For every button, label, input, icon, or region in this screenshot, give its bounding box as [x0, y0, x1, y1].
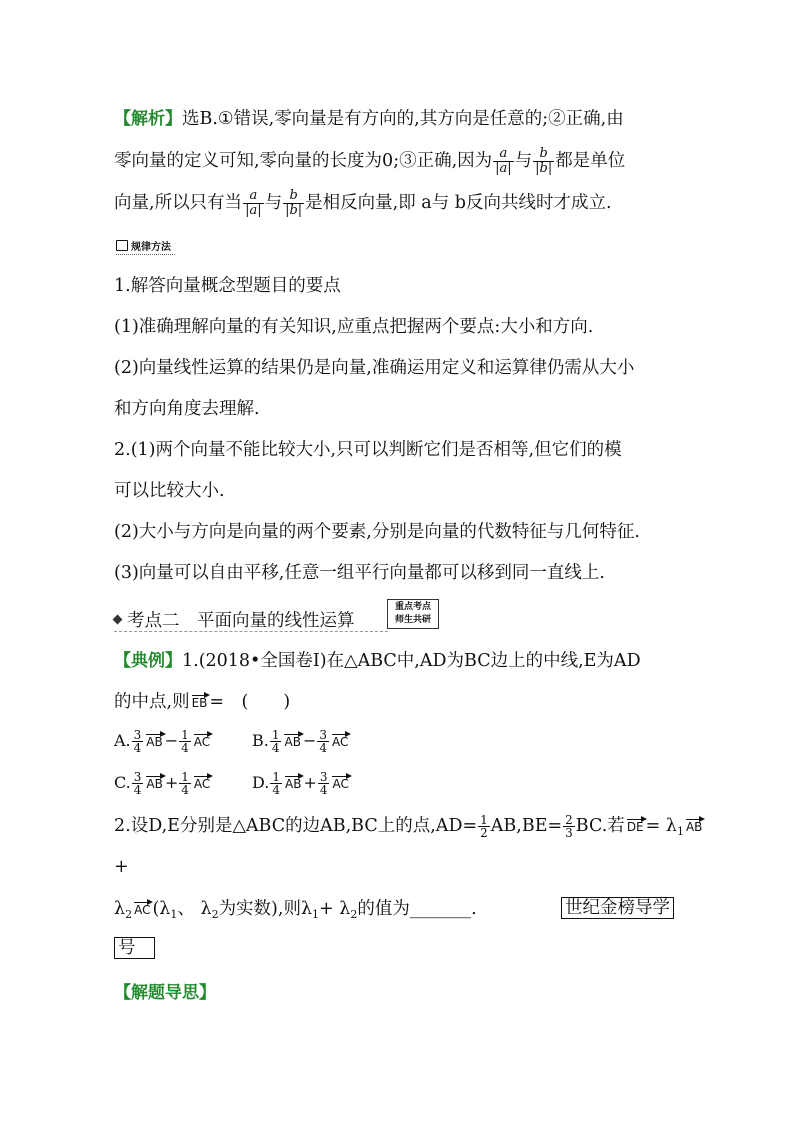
method-p4b: 可以比较大小. [114, 481, 225, 501]
subscript-2: 2 [211, 908, 219, 921]
frac-num: a [499, 146, 508, 161]
frac-num: 3 [319, 728, 327, 742]
option-a-label: A. [114, 731, 131, 750]
q2-text-d: = λ [645, 816, 677, 836]
example-q1-tail: = ( ) [209, 692, 291, 712]
frac-num: 3 [133, 728, 142, 742]
example-q2-line-1 [114, 814, 704, 843]
analysis-text-3c: 是相反向量,即 a与 b反向共线时才成立. [305, 193, 612, 213]
plus-sign: + [164, 773, 179, 792]
frac-den: 3 [565, 826, 573, 840]
frac-1-4 [270, 771, 282, 796]
frac-den: 4 [181, 783, 189, 797]
fraction-b-over-abs-b [533, 147, 554, 176]
frac-num: b [289, 188, 298, 203]
analysis-text-1: 选B.①错误,零向量是有方向的,其方向是任意的;②正确,由 [182, 109, 624, 129]
frac-den: |a| [495, 161, 512, 176]
vector-ac: AC [332, 777, 349, 791]
frac-den: 4 [181, 741, 189, 755]
vector-ac: AC [134, 903, 151, 917]
option-a[interactable] [114, 729, 212, 754]
vector-ac: AC [193, 735, 211, 749]
method-p3a: (2)向量线性运算的结果仍是向量,准确运用定义和运算律仍需从大小 [114, 358, 635, 378]
boxed-text-1: 世纪金榜导学 [561, 897, 674, 919]
analysis-tag: 【解析】 [114, 109, 182, 129]
q2-text-b: AB,BE= [490, 816, 563, 836]
frac-den: 4 [319, 741, 327, 755]
analysis-line-3 [114, 189, 612, 218]
analysis-line-1 [114, 108, 624, 130]
example-q1-text-b: 的中点,则 [114, 692, 190, 712]
subscript-1: 1 [170, 908, 178, 921]
subscript-2: 2 [125, 908, 133, 921]
q2-text-i: 的值为_______. [357, 899, 477, 919]
boxed-label-1 [561, 897, 674, 919]
frac-den: |b| [535, 161, 553, 176]
frac-num: 3 [133, 770, 142, 784]
q2-text-g: 为实数),则λ [218, 899, 313, 919]
frac-den: 4 [271, 741, 280, 755]
analysis-text-2b: 与 [514, 151, 533, 171]
solution-guide-heading [114, 982, 216, 1004]
solution-guide-tag: 【解题导思】 [114, 983, 216, 1003]
kaodian-underline [114, 631, 388, 632]
option-c[interactable] [114, 771, 212, 796]
q2-text-h: + λ [319, 899, 351, 919]
frac-3-4 [132, 729, 144, 754]
frac-num: 1 [181, 728, 189, 742]
vector-ab: AB [284, 735, 301, 749]
analysis-line-2 [114, 147, 625, 176]
vector-eb: EB [191, 696, 208, 710]
vector-de: DE [626, 820, 644, 834]
example-q1-line-1 [114, 650, 641, 672]
minus-sign: − [164, 731, 179, 750]
frac-2-3 [563, 814, 575, 839]
fraction-a-over-abs-a-2 [243, 189, 264, 218]
frac-den: 4 [272, 783, 280, 797]
method-p6: (3)向量可以自由平移,任意一组平行向量都可以移到同一直线上. [114, 563, 605, 583]
method-p3b: 和方向角度去理解. [114, 399, 260, 419]
lambda-2: λ [114, 899, 126, 919]
q2-text-a: 2.设D,E分别是△ABC的边AB,BC上的点,AD= [114, 816, 478, 836]
kaodian-heading [114, 610, 355, 632]
frac-den: 2 [480, 826, 488, 840]
option-d[interactable] [252, 771, 351, 796]
fraction-b-over-abs-b-2 [283, 189, 304, 218]
example-q1-text-a: 1.(2018•全国卷I)在△ABC中,AD为BC边上的中线,E为AD [182, 651, 641, 671]
kaodian-badge [387, 599, 439, 629]
option-c-label: C. [114, 773, 131, 792]
rule-method-label: 规律方法 [131, 242, 171, 253]
frac-num: 2 [565, 813, 573, 827]
frac-1-4 [179, 771, 191, 796]
frac-den: 4 [319, 783, 328, 797]
subscript-2: 2 [350, 908, 358, 921]
subscript-1: 1 [312, 908, 320, 921]
option-b-label: B. [252, 731, 269, 750]
analysis-text-2c: 都是单位 [555, 151, 626, 171]
frac-1-2 [478, 814, 490, 839]
vector-ab: AB [146, 735, 163, 749]
analysis-text-3a: 向量,所以只有当 [114, 193, 243, 213]
frac-num: 3 [319, 770, 328, 784]
boxed-text-2: 号 [114, 937, 155, 959]
subscript-1: 1 [676, 825, 684, 838]
kaodian-title: 考点二 平面向量的线性运算 [127, 611, 355, 631]
rule-method-badge [116, 240, 175, 255]
vector-ab: AB [685, 820, 703, 834]
kaodian-badge-line-2: 师生共研 [394, 615, 431, 625]
frac-num: 1 [181, 770, 189, 784]
q2-text-e: (λ [152, 899, 171, 919]
plus-sign: + [303, 773, 317, 792]
example-q1-line-2 [114, 691, 290, 713]
analysis-text-2a: 零向量的定义可知,零向量的长度为0;③正确,因为 [114, 151, 493, 171]
frac-num: 1 [271, 728, 280, 742]
vector-ab: AB [146, 777, 163, 791]
option-d-label: D. [252, 773, 270, 792]
analysis-text-3b: 与 [264, 193, 283, 213]
vector-ab: AB [284, 777, 302, 791]
q2-text-c: BC.若 [575, 816, 625, 836]
vector-ac: AC [331, 735, 349, 749]
fraction-a-over-abs-a [493, 147, 514, 176]
boxed-label-2 [114, 937, 155, 959]
frac-den: 4 [133, 741, 142, 755]
book-icon [116, 240, 128, 251]
frac-den: |a| [245, 203, 262, 218]
frac-1-4 [270, 729, 282, 754]
frac-num: a [249, 188, 258, 203]
frac-num: b [539, 146, 548, 161]
q2-text-f: 、 λ [177, 899, 212, 919]
method-p1: 1.解答向量概念型题目的要点 [114, 276, 341, 296]
frac-den: 4 [133, 783, 142, 797]
frac-3-4 [318, 771, 330, 796]
method-p5: (2)大小与方向是向量的两个要素,分别是向量的代数特征与几何特征. [114, 522, 640, 542]
frac-den: |b| [285, 203, 303, 218]
frac-1-4 [179, 729, 191, 754]
frac-3-4 [317, 729, 329, 754]
kaodian-badge-line-1: 重点考点 [394, 602, 431, 612]
vector-ac: AC [193, 777, 211, 791]
example-tag: 【典例】 [114, 651, 182, 671]
example-q2-plus: + [114, 857, 129, 877]
diamond-bullet-icon [113, 615, 123, 625]
method-p4a: 2.(1)两个向量不能比较大小,只可以判断它们是否相等,但它们的模 [114, 440, 622, 460]
frac-num: 1 [480, 813, 488, 827]
frac-3-4 [132, 771, 144, 796]
minus-sign: − [302, 731, 317, 750]
option-b[interactable] [252, 729, 350, 754]
frac-num: 1 [272, 770, 280, 784]
method-p2: (1)准确理解向量的有关知识,应重点把握两个要点:大小和方向. [114, 317, 594, 337]
example-q2-line-2 [114, 898, 477, 926]
